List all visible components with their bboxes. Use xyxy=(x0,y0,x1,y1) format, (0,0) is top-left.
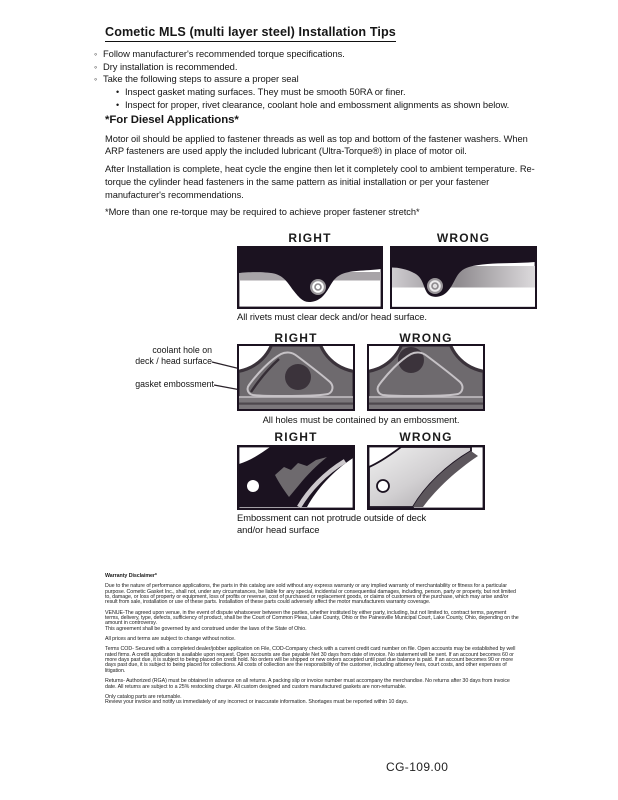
tip-item-text: Follow manufacturer's recommended torque specifications. xyxy=(103,48,345,59)
page-title: Cometic MLS (multi layer steel) Installation Tips xyxy=(105,25,396,42)
row2-caption: All holes must be contained by an embossment. xyxy=(262,414,460,425)
right-label-row1: RIGHT xyxy=(288,231,332,245)
tip-subitem-text: Inspect for proper, rivet clearance, coolant hole and embossment alignments as shown below. xyxy=(125,98,510,110)
row3-caption: Embossment can not protrude outside of deck and/or head surface xyxy=(237,512,427,535)
warranty-disclaimer xyxy=(105,574,521,711)
returns-paragraph: Returns- Authorized (RGA) must be obtained in advance on all returns. A packing slip or invoice number must accompany the merchandise. No returns after 30 days from invoice date. All returns are subject to a 25% restocking charge. All custom designed and custom manufactured gaskets are non-returnable. xyxy=(105,678,510,690)
tip-subitem xyxy=(116,86,509,99)
open-bullet-icon xyxy=(94,61,103,74)
rivet-right-diagram xyxy=(237,246,383,309)
catalog-parts-paragraph: Only catalog parts are returnable. Review your invoice and notify us immediately of any incorrect or inaccurate information. Shortages must be reported within 10 days. xyxy=(105,693,408,706)
deck-edge-right-diagram xyxy=(237,445,355,510)
doc-code: CG-109.00 xyxy=(386,760,449,774)
diesel-paragraph-oil: Motor oil should be applied to fastener threads as well as top and bottom of the fastener washers. When ARP fasteners are used apply the included lubricant (Ultra-Torque®) in place of motor oil. xyxy=(105,133,528,157)
warranty-heading: Warranty Disclaimer* xyxy=(105,573,157,579)
wrong-label-row1: WRONG xyxy=(436,231,491,245)
tip-item xyxy=(94,48,509,61)
gasket-embossment-label: gasket embossment xyxy=(135,379,214,389)
wrong-label-row2: WRONG xyxy=(399,331,453,345)
coolant-hole-wrong-diagram xyxy=(367,344,485,411)
tip-subitem-text: Inspect gasket mating surfaces. They must be smooth 50RA or finer. xyxy=(125,86,406,98)
retorque-note: *More than one re-torque may be required to achieve proper fastener stretch* xyxy=(105,207,420,218)
coolant-hole-label: coolant hole on deck / head surface xyxy=(135,345,212,366)
right-label-row3: RIGHT xyxy=(274,430,318,444)
tip-item xyxy=(94,61,509,74)
warranty-paragraph: Due to the nature of performance applications, the parts in this catalog are sold without any express warranty or any implied warranty of merchantability or fitness for a particular purpose. Cometic Gasket Inc., shall not, under any circumstances, be liable for any special, incidental or consequential damages, including, person, party or property, but not limited to, damage, or loss of property or equipment, loss of profits or revenue, cost of purchased or replacement goods, or claims of customers of the purchase, which may arise and/or result from sale, installation or use of these parts. Installation of these parts could adversely affect the motor manufacturers warranty coverage. xyxy=(105,583,516,606)
diesel-heading: *For Diesel Applications* xyxy=(105,114,239,126)
coolant-hole xyxy=(285,364,311,390)
wrong-label-row3: WRONG xyxy=(399,430,453,444)
installation-tips-list xyxy=(94,48,509,112)
tip-subitem xyxy=(116,99,509,112)
rivet xyxy=(310,279,326,295)
prices-paragraph: All prices and terms are subject to change without notice. xyxy=(105,636,236,643)
terms-paragraph: Terms COD- Secured with a completed dealer/jobber application on File, COD-Company check with a current credit card number on file. Open accounts may be established by well rated firms. A credit application is available upon request. Open accounts are due payable Net 30 days from date of invoice. No statement will be sent. If an account becomes 60 or more days past due, it is subject to being placed on credit hold. No orders will be shipped or new orders accepted until past due balance is paid. If an account becomes 90 or more days past due, it is subject to being placed for collections. All costs of collection are the responsibility of the customer, including attorney fees, court costs, and other expenses of litigation. xyxy=(105,646,516,674)
deck-edge-wrong-diagram xyxy=(367,445,485,510)
tip-item xyxy=(94,73,509,86)
venue-paragraph: VENUE-The agreed upon venue, in the event of dispute whatsoever between the parties, whether instituted by either party, including, but not limited to, contract terms, payment terms, delivery, type, defects, sufficiency of product, shall be the Court of Common Pleas, Lake County, Ohio or the Painesville Municipal Court, Lake County, Ohio, depending on the amount in controversy. This agreement shall be governed by and construed under the laws of the State of Ohio. xyxy=(105,609,519,632)
tip-item-text: Dry installation is recommended. xyxy=(103,60,238,72)
row1-caption: All rivets must clear deck and/or head surface. xyxy=(237,311,427,322)
tip-item-text: Take the following steps to assure a proper seal xyxy=(103,73,299,85)
diesel-section xyxy=(105,114,541,224)
open-bullet-icon xyxy=(94,48,103,61)
right-label-row2: RIGHT xyxy=(274,331,318,345)
bolt-hole xyxy=(377,480,389,492)
filled-bullet-icon xyxy=(116,86,125,99)
diesel-paragraph-retorque: After Installation is complete, heat cycle the engine then let it completely cool to ambient temperature. Re-torque the cylinder head fasteners in the same pattern as initial installation or per your fastener manufacturer's recommendations. xyxy=(105,164,535,200)
rivet xyxy=(427,278,443,294)
bolt-hole xyxy=(247,480,259,492)
filled-bullet-icon xyxy=(116,99,125,112)
rivet-wrong-diagram xyxy=(390,246,537,309)
coolant-hole-right-diagram xyxy=(237,344,355,411)
open-bullet-icon xyxy=(94,73,103,86)
